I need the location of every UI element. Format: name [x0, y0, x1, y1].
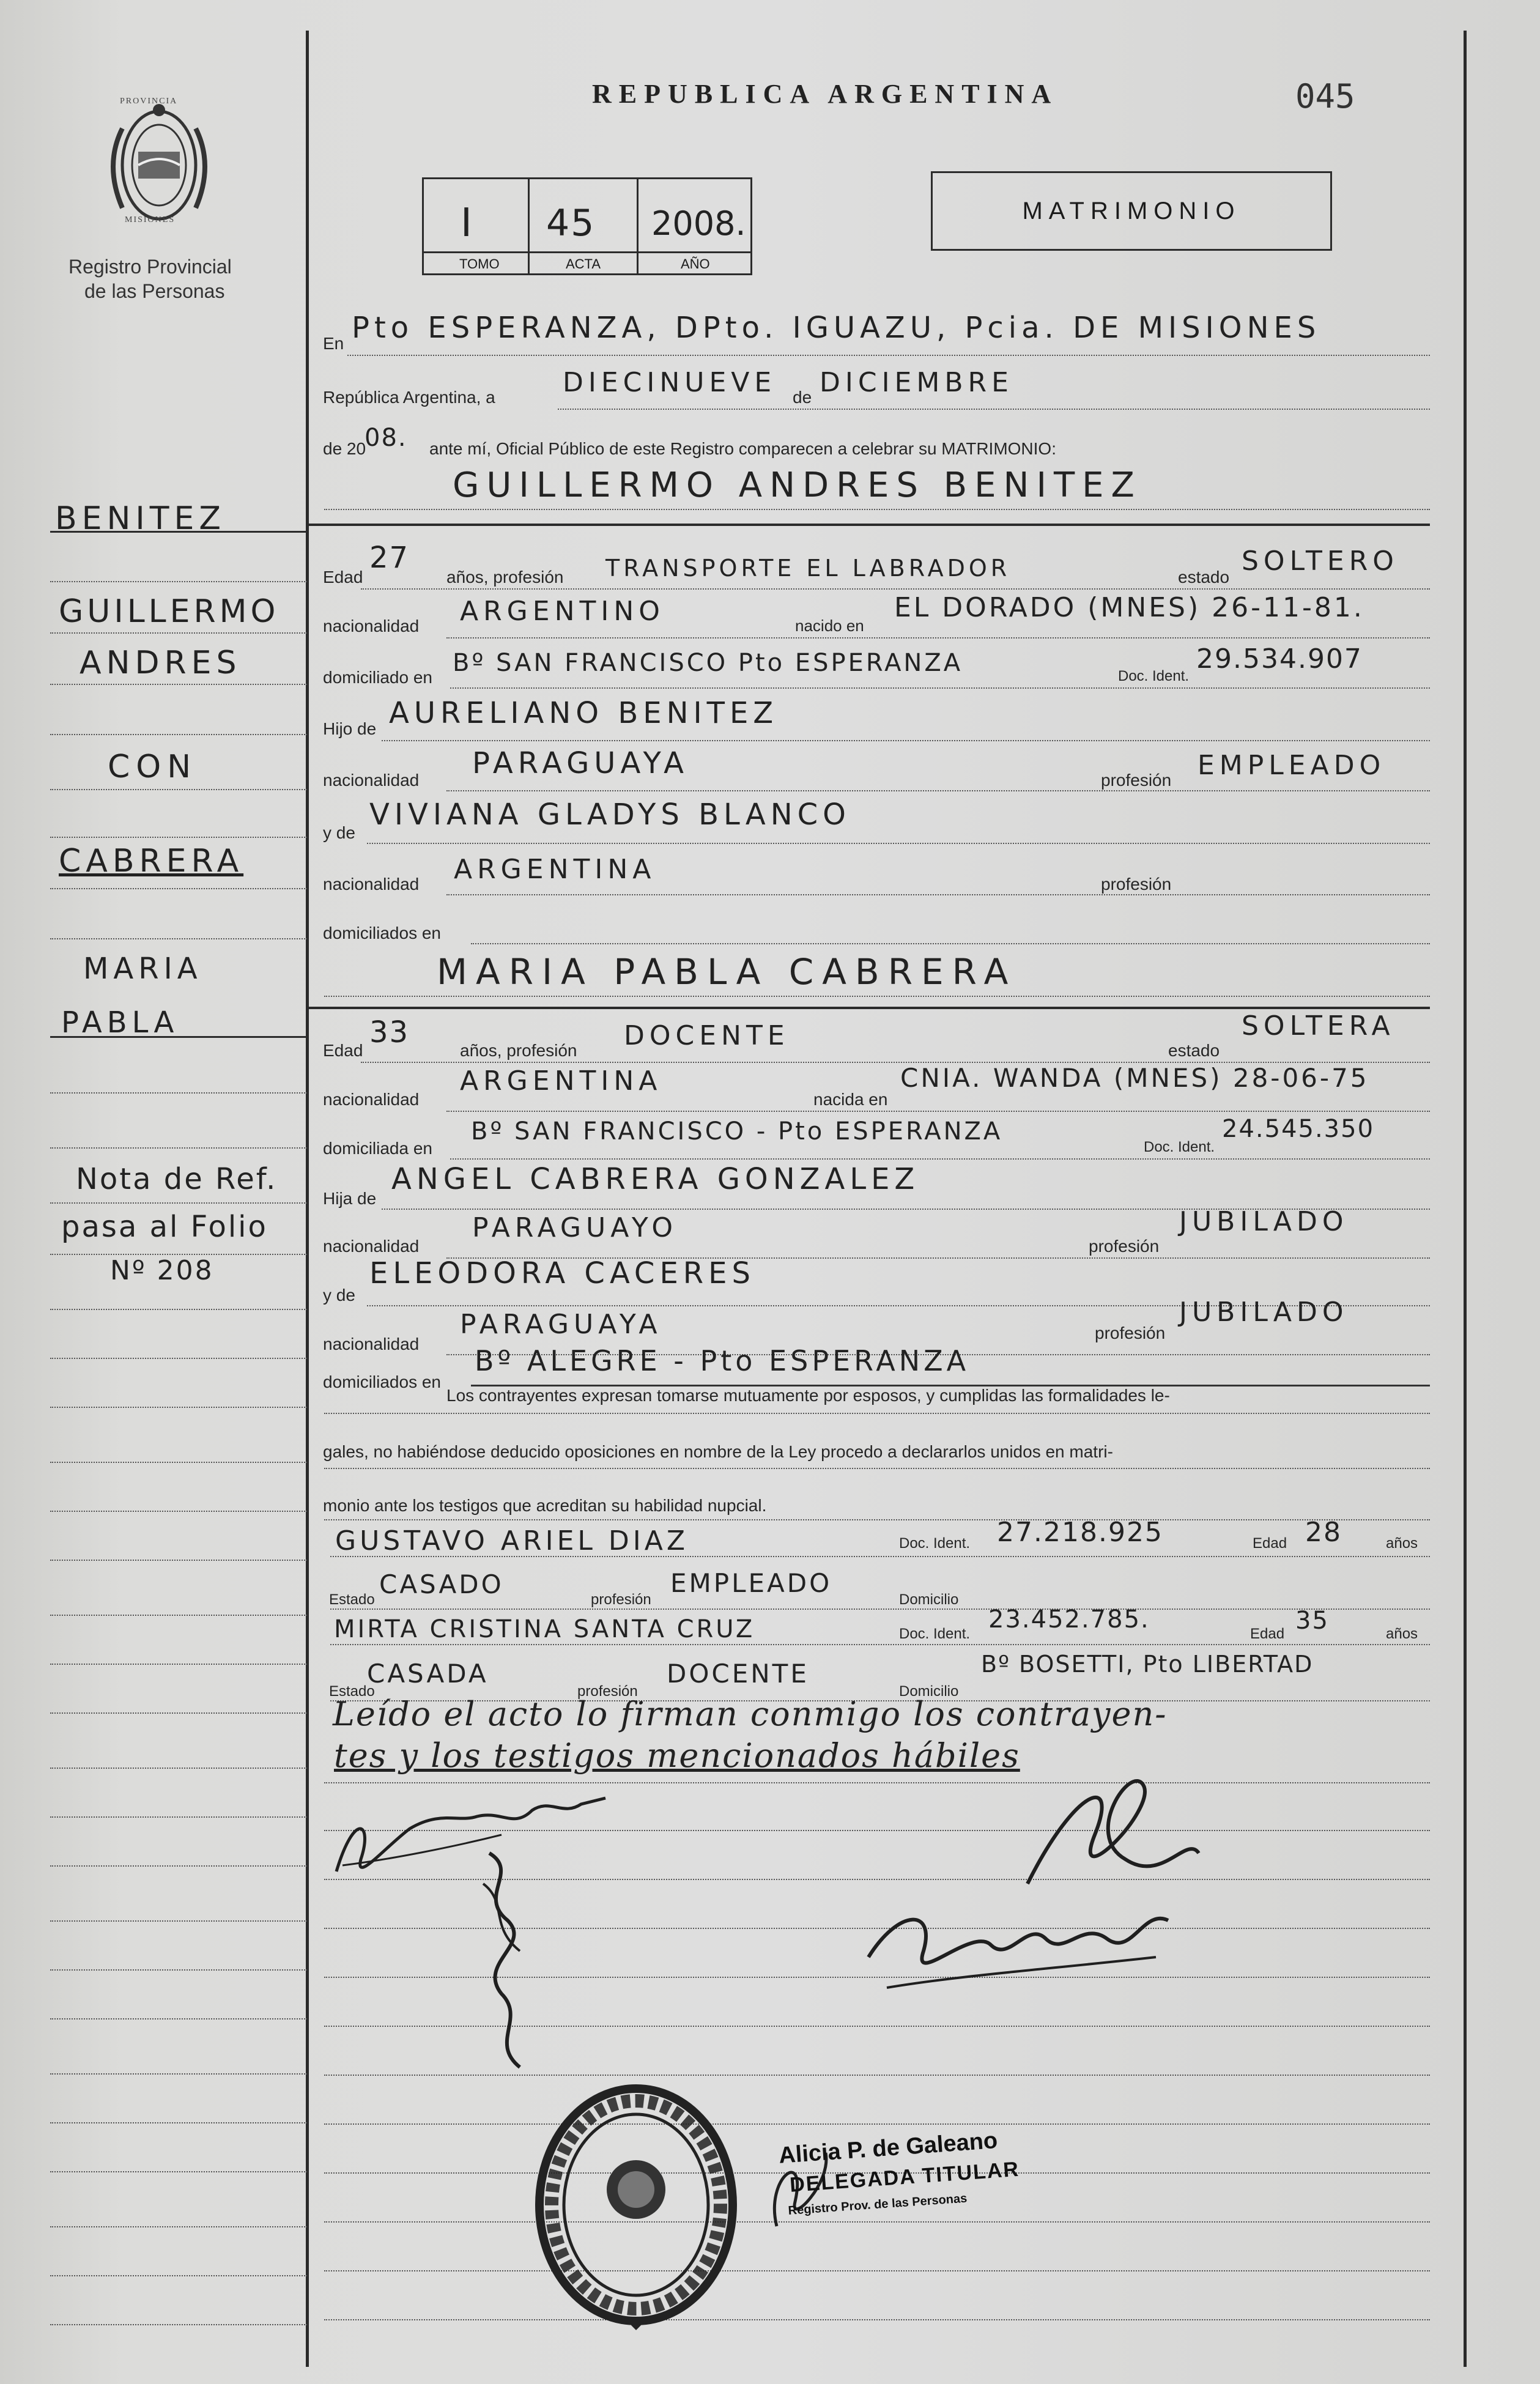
- groom-yde-label: y de: [323, 823, 355, 842]
- margin-note-line1: Nota de Ref.: [76, 1162, 278, 1196]
- margin-rule: [50, 1865, 307, 1867]
- witness2-profesion: DOCENTE: [667, 1659, 809, 1689]
- closing-line1: Leído el acto lo firman conmigo los contrayen-: [333, 1695, 1168, 1733]
- day-value: DIECINUEVE: [563, 367, 777, 398]
- groom-father-nac: PARAGUAYA: [472, 746, 689, 780]
- margin-separator-top: [50, 531, 307, 533]
- bride-edad: 33: [369, 1015, 410, 1049]
- margin-given-bride-1: MARIA: [83, 952, 202, 986]
- bride-edad-label: Edad: [323, 1041, 363, 1060]
- tomo-label: TOMO: [459, 256, 500, 272]
- margin-rule: [50, 1358, 307, 1359]
- witness2-domicilio-label: Domicilio: [899, 1683, 959, 1700]
- bride-father-nac-label: nacionalidad: [323, 1237, 420, 1256]
- groom-father-prof: EMPLEADO: [1198, 750, 1386, 781]
- rule: [446, 1111, 1430, 1112]
- tomo-value: I: [461, 201, 472, 246]
- margin-rule: [50, 684, 307, 685]
- rule: [324, 1519, 1430, 1520]
- margin-rule: [50, 1768, 307, 1769]
- margin-rule: [50, 1462, 307, 1463]
- declaration-line3: monio ante los testigos que acreditan su habilidad nupcial.: [323, 1496, 767, 1515]
- margin-rule: [50, 789, 307, 790]
- bride-mother-prof: JUBILADO: [1179, 1297, 1349, 1328]
- folio-number: 045: [1295, 77, 1355, 116]
- rule: [324, 1468, 1430, 1469]
- margin-rule: [50, 1202, 307, 1204]
- tomo-acta-box: [422, 177, 752, 275]
- bride-father: ANGEL CABRERA GONZALEZ: [391, 1162, 920, 1196]
- bride-mother: ELEODORA CACERES: [369, 1256, 755, 1290]
- place-value: Pto ESPERANZA, DPto. IGUAZU, Pcia. DE MISIONES: [352, 311, 1321, 345]
- de-label: de: [793, 388, 812, 407]
- bride-doc-label: Doc. Ident.: [1144, 1139, 1215, 1155]
- margin-rule: [50, 632, 307, 634]
- margin-surname-groom: BENITEZ: [55, 500, 226, 537]
- witness2-edad: 35: [1295, 1607, 1329, 1635]
- closing-line2: tes y los testigos mencionados hábiles: [334, 1736, 1020, 1775]
- witness2-profesion-label: profesión: [577, 1683, 638, 1700]
- bride-domiciliados-label: domiciliados en: [323, 1372, 441, 1391]
- witness1-anos-label: años: [1386, 1535, 1418, 1552]
- groom-edad: 27: [369, 541, 410, 575]
- bride-nacionalidad-label: nacionalidad: [323, 1090, 420, 1109]
- margin-note-line3: Nº 208: [110, 1255, 214, 1286]
- bride-mother-nac-label: nacionalidad: [323, 1335, 420, 1353]
- seal-text-bottom: MISIONES: [125, 215, 176, 224]
- margin-rule: [50, 2122, 307, 2123]
- groom-father-prof-label: profesión: [1101, 771, 1172, 790]
- margin-rule: [50, 888, 307, 889]
- margin-rule: [50, 1560, 307, 1561]
- margin-rule: [50, 1511, 307, 1512]
- de20-label: de 20: [323, 439, 366, 458]
- section-separator-groom: [309, 524, 1430, 526]
- margin-rule: [50, 1147, 307, 1149]
- margin-rule: [50, 734, 307, 735]
- en-label: En: [323, 334, 344, 353]
- groom-mother-nac: ARGENTINA: [454, 854, 656, 885]
- anio-label: AÑO: [681, 256, 710, 272]
- witness2-name: MIRTA CRISTINA SANTA CRUZ: [334, 1615, 755, 1643]
- groom-doc-label: Doc. Ident.: [1118, 668, 1190, 684]
- official-department: Registro Prov. de las Personas: [788, 2191, 968, 2218]
- rule: [471, 943, 1430, 944]
- margin-rule: [50, 581, 307, 582]
- margin-separator-bottom: [50, 1036, 307, 1038]
- bride-domiciliados: Bº ALEGRE - Pto ESPERANZA: [475, 1344, 970, 1377]
- groom-nacido-label: nacido en: [795, 616, 864, 635]
- margin-rule: [50, 1920, 307, 1922]
- groom-nacionalidad: ARGENTINO: [460, 596, 665, 627]
- registro-title-line2: de las Personas: [84, 280, 225, 302]
- margin-given-bride-2: PABLA: [61, 1005, 179, 1040]
- margin-rule: [50, 2226, 307, 2227]
- bride-estado: SOLTERA: [1242, 1010, 1395, 1042]
- margin-rule: [50, 837, 307, 838]
- right-border: [1464, 31, 1467, 2367]
- rule: [324, 2319, 1430, 2320]
- margin-rule: [50, 2073, 307, 2075]
- groom-domicilio: Bº SAN FRANCISCO Pto ESPERANZA: [453, 649, 963, 677]
- witness1-estado-label: Estado: [329, 1591, 375, 1608]
- groom-mother-prof-label: profesión: [1101, 875, 1172, 894]
- groom-estado: SOLTERO: [1242, 546, 1399, 577]
- rule: [446, 637, 1430, 639]
- rule: [450, 687, 1430, 689]
- groom-nacido: EL DORADO (MNES) 26-11-81.: [894, 592, 1364, 623]
- witness2-signature: [850, 1884, 1193, 2018]
- rule: [324, 2270, 1430, 2271]
- witness1-name: GUSTAVO ARIEL DIAZ: [335, 1525, 689, 1557]
- matrimonio-box: [931, 171, 1332, 251]
- rule: [324, 509, 1430, 510]
- bride-nacida: CNIA. WANDA (MNES) 28-06-75: [900, 1063, 1369, 1093]
- republica-heading: REPUBLICA ARGENTINA: [592, 79, 1059, 109]
- groom-domiciliados-label: domiciliados en: [323, 924, 441, 942]
- bride-yde-label: y de: [323, 1286, 355, 1305]
- margin-con: CON: [108, 749, 198, 785]
- bride-father-nac: PARAGUAYO: [472, 1212, 678, 1243]
- rule: [367, 843, 1430, 844]
- comparecen-text: ante mí, Oficial Público de este Registro comparecen a celebrar su MATRIMONIO:: [429, 439, 1056, 458]
- witness2-estado-label: Estado: [329, 1683, 375, 1700]
- bride-doc: 24.545.350: [1222, 1115, 1375, 1143]
- groom-edad-label: Edad: [323, 568, 363, 587]
- rule: [324, 1413, 1430, 1414]
- rule: [324, 2221, 1430, 2223]
- rule: [347, 355, 1430, 356]
- witness1-profesion-label: profesión: [591, 1591, 651, 1608]
- section-separator-bride: [309, 1007, 1430, 1009]
- margin-given-groom-2: ANDRES: [80, 645, 242, 681]
- witness2-estado: CASADA: [367, 1659, 489, 1689]
- margin-rule: [50, 2275, 307, 2276]
- witness2-anos-label: años: [1386, 1626, 1418, 1642]
- margin-given-groom-1: GUILLERMO: [59, 593, 279, 630]
- registro-title-line1: Registro Provincial: [68, 256, 232, 278]
- groom-doc: 29.534.907: [1196, 643, 1363, 675]
- groom-mother: VIVIANA GLADYS BLANCO: [369, 798, 851, 832]
- witness1-estado: CASADO: [379, 1569, 504, 1599]
- bride-signature: [465, 1847, 550, 2079]
- witness1-doc-label: Doc. Ident.: [899, 1535, 971, 1552]
- bride-mother-prof-label: profesión: [1095, 1323, 1166, 1342]
- declaration-line2: gales, no habiéndose deducido oposiciones en nombre de la Ley procedo a declararlos unidos en matri-: [323, 1442, 1113, 1461]
- witness1-edad-label: Edad: [1253, 1535, 1287, 1552]
- rule: [330, 1644, 1430, 1645]
- rule: [446, 790, 1430, 791]
- margin-rule: [50, 1712, 307, 1714]
- bride-father-prof-label: profesión: [1089, 1237, 1160, 1256]
- groom-nacionalidad-label: nacionalidad: [323, 616, 420, 635]
- witness1-profesion: EMPLEADO: [670, 1568, 832, 1598]
- margin-rule: [50, 1254, 307, 1255]
- bride-nacida-label: nacida en: [813, 1090, 888, 1109]
- margin-rule: [50, 1664, 307, 1665]
- bride-domicilio-label: domiciliada en: [323, 1139, 432, 1158]
- bride-profesion-label: años, profesión: [460, 1041, 577, 1060]
- margin-rule: [50, 1092, 307, 1094]
- margin-rule: [50, 2171, 307, 2172]
- witness2-domicilio: Bº BOSETTI, Pto LIBERTAD: [981, 1651, 1314, 1678]
- margin-rule: [50, 2324, 307, 2325]
- declaration-line1: Los contrayentes expresan tomarse mutuamente por esposos, y cumplidas las formalidades le-: [446, 1386, 1170, 1405]
- bride-estado-label: estado: [1168, 1041, 1220, 1060]
- rule: [446, 894, 1430, 895]
- groom-full-name: GUILLERMO ANDRES BENITEZ: [453, 465, 1142, 505]
- rule: [450, 1158, 1430, 1160]
- margin-note-line2: pasa al Folio: [61, 1210, 268, 1244]
- witness2-doc: 23.452.785.: [988, 1605, 1150, 1634]
- bride-domicilio: Bº SAN FRANCISCO - Pto ESPERANZA: [471, 1117, 1003, 1146]
- bride-full-name: MARIA PABLA CABRERA: [437, 951, 1017, 993]
- delegation-round-seal: [532, 2079, 740, 2330]
- month-value: DICIEMBRE: [820, 367, 1013, 398]
- bride-profesion: DOCENTE: [624, 1020, 790, 1051]
- witness2-doc-label: Doc. Ident.: [899, 1626, 971, 1642]
- margin-rule: [50, 1816, 307, 1818]
- witness1-edad: 28: [1305, 1517, 1342, 1548]
- margin-rule: [50, 1407, 307, 1408]
- rule: [330, 1608, 1430, 1610]
- bride-father-prof: JUBILADO: [1179, 1206, 1349, 1237]
- left-margin-border: [306, 31, 309, 2367]
- bride-mother-nac: PARAGUAYA: [460, 1309, 662, 1340]
- groom-hijo-label: Hijo de: [323, 719, 377, 738]
- rule: [324, 996, 1430, 997]
- groom-mother-nac-label: nacionalidad: [323, 875, 420, 894]
- acta-value: 45: [546, 202, 596, 245]
- witness1-doc: 27.218.925: [997, 1517, 1163, 1548]
- seal-text-top: PROVINCIA: [120, 97, 178, 106]
- groom-profesion: TRANSPORTE EL LABRADOR: [605, 555, 1011, 582]
- anio-value: 2008.: [651, 204, 746, 243]
- groom-profesion-label: años, profesión: [446, 568, 564, 587]
- bride-hija-label: Hija de: [323, 1189, 377, 1208]
- official-title: DELEGADA TITULAR: [789, 2157, 1021, 2197]
- bride-nacionalidad: ARGENTINA: [460, 1065, 662, 1097]
- republica-label: República Argentina, a: [323, 388, 495, 407]
- witness1-domicilio-label: Domicilio: [899, 1591, 959, 1608]
- rule: [361, 588, 1430, 590]
- margin-rule: [50, 2018, 307, 2019]
- groom-domicilio-label: domiciliado en: [323, 668, 432, 687]
- rule: [324, 2123, 1430, 2125]
- rule: [558, 409, 1430, 410]
- matrimonio-label: MATRIMONIO: [1022, 198, 1241, 224]
- margin-rule: [50, 1969, 307, 1971]
- year-suffix: 08.: [365, 424, 407, 452]
- groom-father: AURELIANO BENITEZ: [389, 696, 779, 730]
- rule: [330, 1556, 1430, 1557]
- acta-label: ACTA: [566, 256, 601, 272]
- rule: [382, 740, 1430, 741]
- witness2-edad-label: Edad: [1250, 1626, 1285, 1642]
- groom-estado-label: estado: [1178, 568, 1230, 587]
- groom-father-nac-label: nacionalidad: [323, 771, 420, 790]
- margin-rule: [50, 1615, 307, 1616]
- margin-rule: [50, 1309, 307, 1310]
- margin-surname-bride: CABRERA: [59, 843, 244, 879]
- official-name: Alicia P. de Galeano: [778, 2128, 999, 2169]
- margin-rule: [50, 938, 307, 939]
